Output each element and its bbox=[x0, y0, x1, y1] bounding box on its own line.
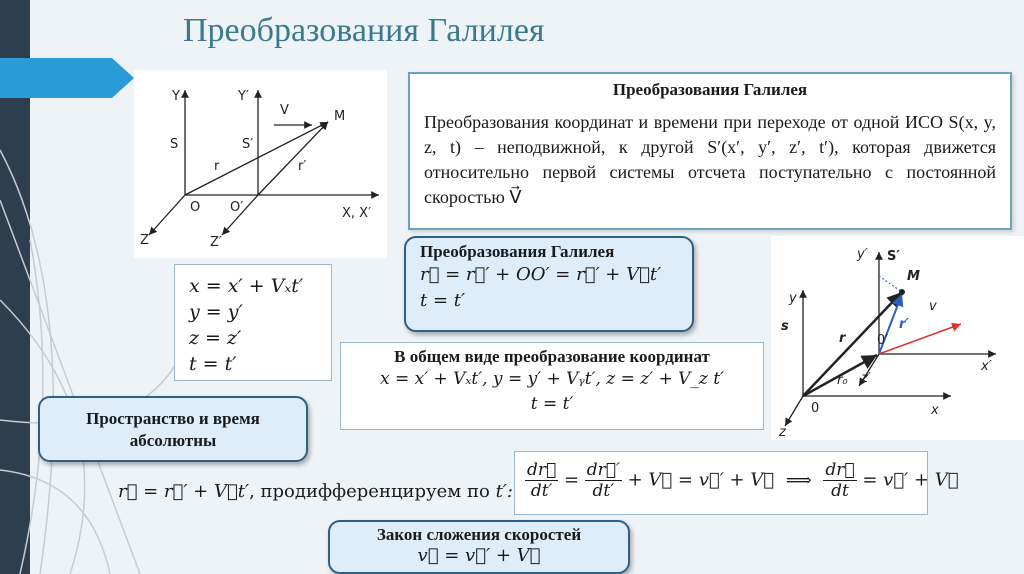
fig1-label-r: r bbox=[214, 159, 220, 174]
fig2-label-r2: r′ bbox=[899, 317, 909, 332]
galilean-eq2: t = t′ bbox=[420, 290, 466, 311]
fig1-label-y2: Y′ bbox=[238, 89, 249, 104]
diff-var: t′: bbox=[495, 481, 513, 502]
fig2-label-y: y bbox=[789, 291, 797, 306]
fig1-label-m: M bbox=[334, 109, 346, 124]
fig1-label-z2: Z′ bbox=[210, 235, 222, 250]
fraction: $\frac{dr⃗}{dt}$ bbox=[825, 460, 855, 501]
fraction: $\frac{dr⃗}{dt'}$ bbox=[527, 460, 557, 501]
general-eq1: x = x′ + Vₓt′, y = y′ + Vᵧt′, z = z′ + V_z t′ bbox=[379, 369, 724, 389]
general-heading: В общем виде преобразование координат bbox=[394, 347, 710, 366]
absolute-line2: абсолютны bbox=[129, 431, 217, 450]
fraction: $\frac{dr⃗'}{dt'}$ bbox=[586, 460, 620, 501]
implies-arrow: ⟹ bbox=[785, 469, 812, 491]
equation-line: x = x′ + Vₓt′ bbox=[189, 275, 304, 297]
absolute-line1: Пространство и время bbox=[86, 409, 260, 428]
fig1-label-x: X, X′ bbox=[342, 206, 372, 221]
derivative-result: = v⃗′ + V⃗ bbox=[862, 469, 959, 491]
equals-sign: = bbox=[563, 469, 580, 491]
equation-line: y = y′ bbox=[189, 301, 243, 323]
law-heading: Закон сложения скоростей bbox=[376, 525, 582, 544]
fig1-label-r2: r′ bbox=[298, 159, 307, 174]
figure-3d-vectors bbox=[771, 236, 1024, 440]
absolute-box bbox=[38, 396, 308, 462]
title-arrow-tab bbox=[0, 58, 134, 98]
fig2-label-m: M bbox=[907, 269, 920, 284]
fig2-label-s2: S′ bbox=[887, 249, 900, 264]
velocity-law-box bbox=[328, 520, 630, 574]
galilean-box bbox=[404, 236, 694, 332]
diff-formula: r⃗ = r⃗′ + V⃗t′ bbox=[118, 481, 250, 502]
equation-line: t = t′ bbox=[189, 353, 237, 375]
fig1-label-z: Z bbox=[140, 233, 149, 248]
fig1-label-s: S bbox=[170, 137, 179, 152]
fig2-label-s: s bbox=[781, 319, 789, 334]
diff-text: , продифференцируем по bbox=[249, 481, 496, 502]
fig1-label-o: O bbox=[190, 200, 201, 215]
derivative-box bbox=[514, 451, 959, 515]
figure-coordinate-systems bbox=[134, 70, 387, 258]
fig1-label-v: V bbox=[280, 103, 289, 118]
fig2-label-x: x bbox=[931, 403, 939, 418]
fig2-label-z2: z′ bbox=[861, 371, 871, 386]
definition-box bbox=[408, 72, 1012, 230]
fig2-label-r: r bbox=[839, 331, 846, 346]
differentiation-line bbox=[118, 481, 513, 502]
galilean-heading: Преобразования Галилея bbox=[420, 242, 615, 261]
law-eq: v⃗ = v⃗′ + V⃗ bbox=[417, 545, 541, 566]
definition-heading: Преобразования Галилея bbox=[612, 80, 808, 99]
fig1-label-o2: O′ bbox=[230, 200, 244, 215]
galilean-eq1: r⃗ = r⃗′ + OO′ = r⃗′ + V⃗t′ bbox=[420, 264, 662, 285]
fig2-label-x2: x′ bbox=[981, 359, 992, 374]
general-eq2: t = t′ bbox=[530, 394, 574, 414]
definition-text: Преобразования координат и времени при переходе от одной ИСО S(x, y, z, t) – неподвижной, к другой S′(x′, y′, z′, t′), которая движется относительно первой системы отсчета поступательно с постоянной скоростью V⃗ bbox=[424, 112, 996, 207]
equation-line: z = z′ bbox=[189, 327, 242, 349]
fig1-label-y: Y bbox=[172, 89, 180, 104]
fig2-label-v: v bbox=[929, 299, 937, 314]
fig2-label-o: 0 bbox=[811, 401, 820, 416]
derivative-rest: + V⃗ = v⃗′ + V⃗ bbox=[627, 469, 775, 491]
general-form-box bbox=[340, 342, 764, 430]
fig2-label-o2: 0′ bbox=[877, 333, 889, 348]
equations-box bbox=[174, 264, 332, 381]
fig1-label-s2: S′ bbox=[242, 137, 254, 152]
slide-title: Преобразования Галилея bbox=[183, 12, 545, 49]
fig2-label-y2: y′ bbox=[857, 247, 868, 262]
fig2-label-r0: r₀ bbox=[837, 373, 848, 388]
fig2-label-z: z bbox=[779, 425, 786, 440]
